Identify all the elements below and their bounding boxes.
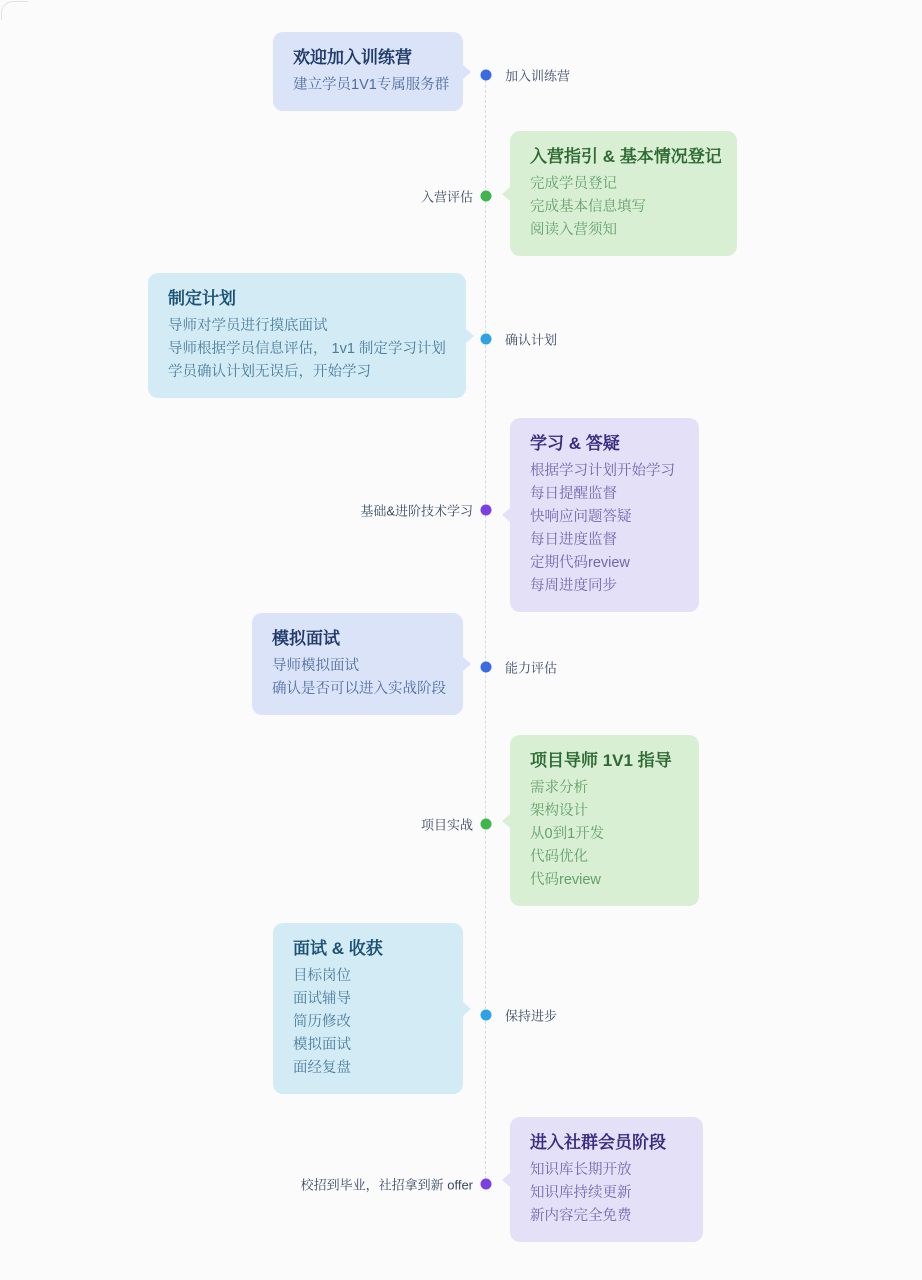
timeline-dot bbox=[481, 505, 492, 516]
step-card bbox=[510, 1117, 703, 1242]
step-card-item: 架构设计 bbox=[530, 803, 588, 819]
timeline-dot bbox=[481, 662, 492, 673]
timeline-dot bbox=[481, 1010, 492, 1021]
step-card-item: 完成学员登记 bbox=[530, 176, 617, 192]
timeline-dot bbox=[481, 819, 492, 830]
timeline-label: 保持进步 bbox=[505, 1008, 558, 1024]
timeline-label: 入营评估 bbox=[420, 189, 473, 205]
step-card bbox=[510, 418, 699, 612]
step-card-item: 知识库持续更新 bbox=[530, 1185, 632, 1201]
step-card-item: 模拟面试 bbox=[293, 1037, 351, 1053]
step-card-item: 定期代码review bbox=[530, 555, 630, 571]
timeline-label: 能力评估 bbox=[505, 660, 558, 676]
step-card-item: 导师根据学员信息评估， 1v1 制定学习计划 bbox=[168, 341, 446, 357]
step-card-item: 导师对学员进行摸底面试 bbox=[168, 318, 328, 334]
step-card-item: 新内容完全免费 bbox=[530, 1208, 632, 1224]
timeline-dot bbox=[481, 70, 492, 81]
step-card-title: 制定计划 bbox=[168, 289, 236, 308]
step-card-title: 学习 & 答疑 bbox=[530, 434, 620, 453]
timeline-dot bbox=[481, 191, 492, 202]
timeline-label: 校招到毕业，社招拿到新 offer bbox=[300, 1177, 473, 1193]
timeline-label: 基础&进阶技术学习 bbox=[360, 503, 473, 519]
step-card-item: 根据学习计划开始学习 bbox=[530, 463, 675, 479]
step-card-item: 知识库长期开放 bbox=[530, 1162, 632, 1178]
step-card-item: 目标岗位 bbox=[293, 968, 351, 984]
step-card-title: 入营指引 & 基本情况登记 bbox=[530, 147, 722, 166]
timeline-label: 加入训练营 bbox=[505, 68, 571, 84]
step-card-item: 从0到1开发 bbox=[530, 826, 605, 842]
step-card-item: 简历修改 bbox=[293, 1014, 351, 1030]
step-card-item: 需求分析 bbox=[530, 780, 588, 796]
step-card-item: 面试辅导 bbox=[293, 991, 351, 1007]
step-card bbox=[510, 131, 737, 256]
corner-arc-decoration bbox=[1, 1, 28, 20]
step-card-item: 建立学员1V1专属服务群 bbox=[293, 77, 450, 93]
step-card bbox=[148, 273, 466, 398]
step-card-item: 代码review bbox=[530, 872, 601, 888]
step-card-item: 完成基本信息填写 bbox=[530, 199, 646, 215]
step-card-item: 阅读入营须知 bbox=[530, 222, 617, 238]
step-card-item: 快响应问题答疑 bbox=[530, 509, 632, 525]
step-card-title: 模拟面试 bbox=[272, 629, 340, 648]
timeline-dot bbox=[481, 1179, 492, 1190]
step-card-title: 面试 & 收获 bbox=[293, 939, 383, 958]
step-card-title: 项目导师 1V1 指导 bbox=[530, 751, 672, 770]
step-card-item: 面经复盘 bbox=[293, 1060, 351, 1076]
step-card-title: 欢迎加入训练营 bbox=[293, 48, 412, 67]
step-card bbox=[273, 923, 463, 1094]
step-card-item: 每日进度监督 bbox=[530, 532, 617, 548]
step-card-item: 学员确认计划无误后，开始学习 bbox=[168, 364, 371, 380]
step-card-item: 导师模拟面试 bbox=[272, 658, 359, 674]
step-card-item: 每日提醒监督 bbox=[530, 486, 617, 502]
step-card-item: 确认是否可以进入实战阶段 bbox=[272, 681, 446, 697]
timeline-label: 项目实战 bbox=[420, 817, 473, 833]
step-card bbox=[273, 32, 463, 111]
timeline-label: 确认计划 bbox=[505, 332, 558, 348]
step-card bbox=[252, 613, 463, 715]
step-card-item: 每周进度同步 bbox=[530, 578, 617, 594]
step-card bbox=[510, 735, 699, 906]
step-card-title: 进入社群会员阶段 bbox=[530, 1133, 666, 1152]
timeline-dot bbox=[481, 334, 492, 345]
step-card-item: 代码优化 bbox=[530, 849, 588, 865]
